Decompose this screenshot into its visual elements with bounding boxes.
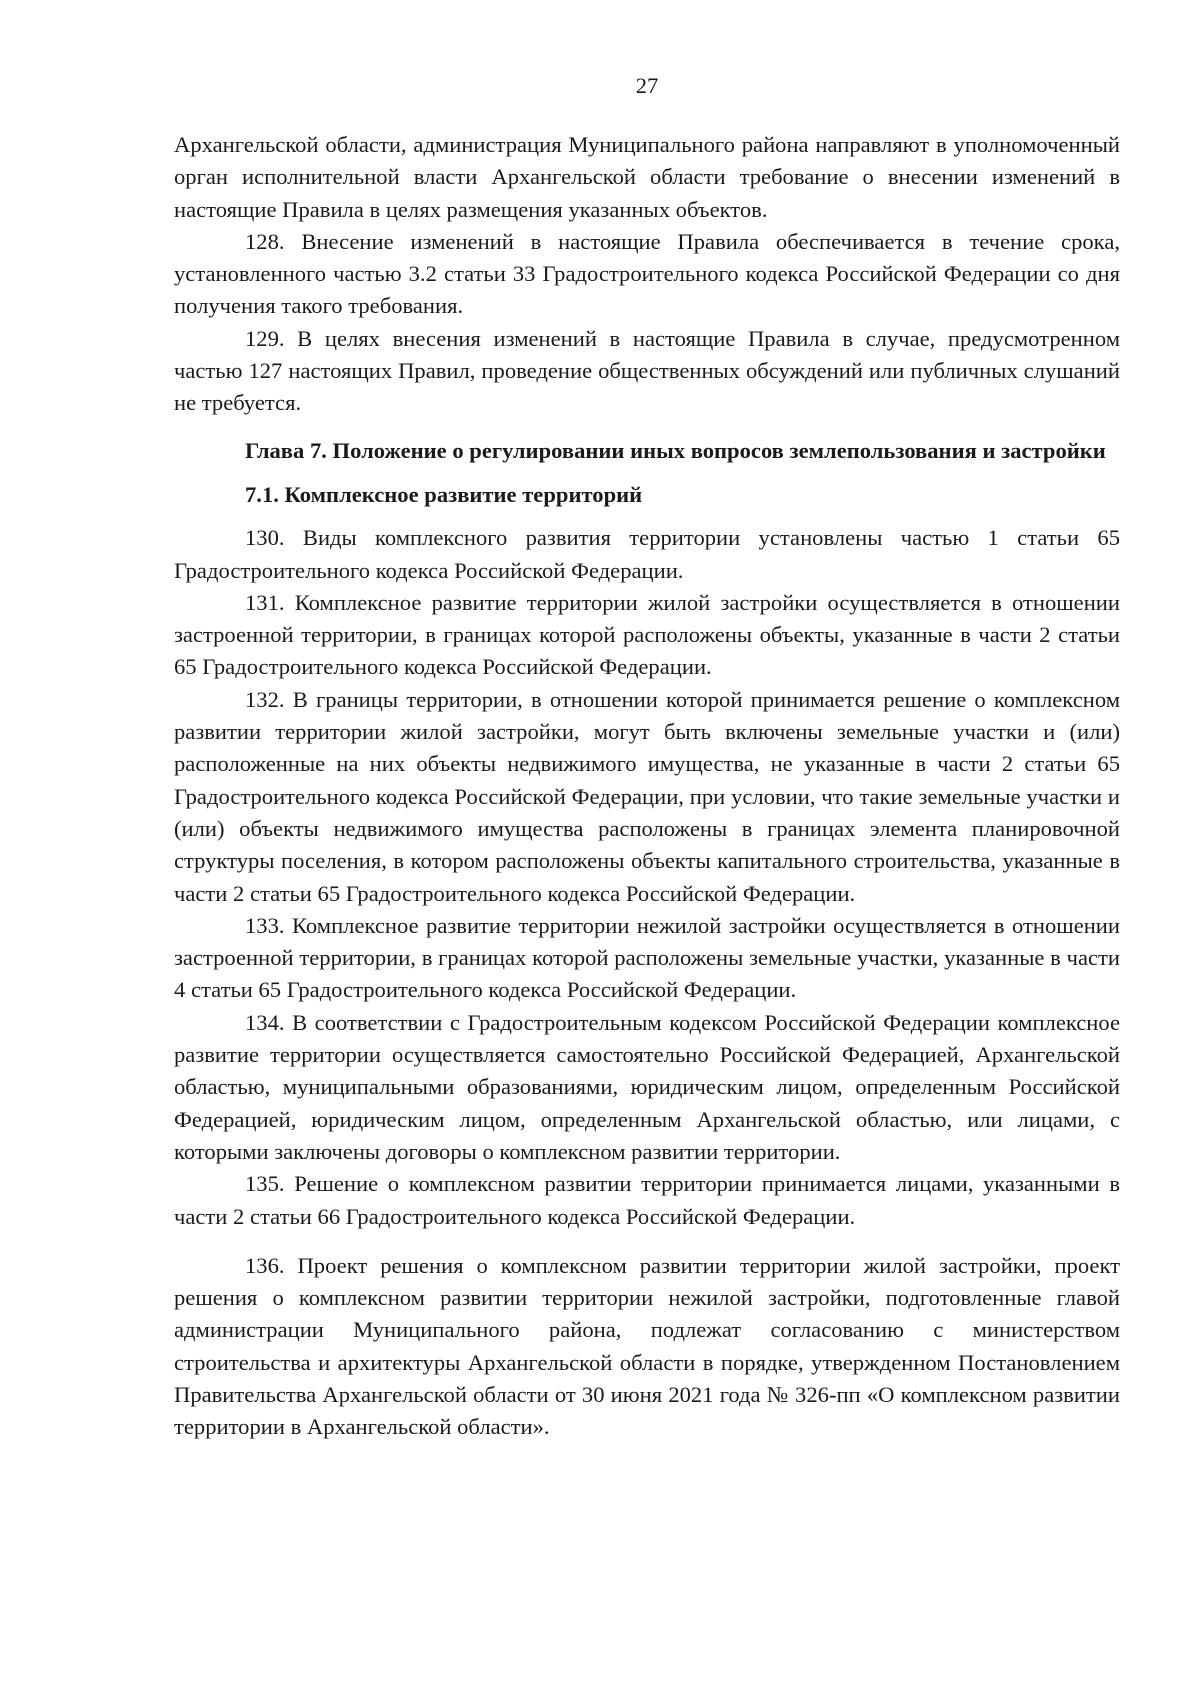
paragraph-continuation: Архангельской области, администрация Муниципального района направляют в уполномоченный орган исполнительной власти Архангельской области требование о внесении изменений в настоящие Правила в целях размещения указанных объектов. <box>174 132 1120 222</box>
page-number: 27 <box>635 73 659 98</box>
paragraph-130: 130. Виды комплексного развития территории установлены частью 1 статьи 65 Градостроительного кодекса Российской Федерации. <box>174 525 1120 583</box>
paragraph-129: 129. В целях внесения изменений в настоящие Правила в случае, предусмотренном частью 127 настоящих Правил, проведение общественных обсуждений или публичных слушаний не требуется. <box>174 325 1120 416</box>
document-page <box>174 0 1120 1697</box>
paragraph-131: 131. Комплексное развитие территории жилой застройки осуществляется в отношении застроенной территории, в границах которой расположены объекты, указанные в части 2 статьи 65 Градостроительного кодекса Российской Федерации. <box>174 589 1120 680</box>
paragraph-136: 136. Проект решения о комплексном развитии территории жилой застройки, проект решения о комплексном развитии территории нежилой застройки, подготовленные главой администрации Муниципального района, подлежат согласованию с министерством строительства и архитектуры Архангельской области в порядке, утвержденном Постановлением Правительства Архангельской области от 30 июня 2021 года № 326-пп «О комплексном развитии территории в Архангельской области». <box>174 1252 1120 1440</box>
section-7-1-heading: 7.1. Комплексное развитие территорий <box>245 481 643 507</box>
paragraph-135: 135. Решение о комплексном развитии территории принимается лицами, указанными в части 2 статьи 66 Градостроительного кодекса Российской Федерации. <box>174 1171 1120 1229</box>
paragraph-134: 134. В соответствии с Градостроительным кодексом Российской Федерации комплексное развитие территории осуществляется самостоятельно Российской Федерацией, Архангельской областью, муниципальными образованиями, юридическим лицом, определенным Российской Федерацией, юридическим лицом, определенным Архангельской областью, или лицами, с которыми заключены договоры о комплексном развитии территории. <box>174 1009 1120 1164</box>
paragraph-128: 128. Внесение изменений в настоящие Правила обеспечивается в течение срока, установленного частью 3.2 статьи 33 Градостроительного кодекса Российской Федерации со дня получения такого требования. <box>174 228 1120 319</box>
chapter-7-heading: Глава 7. Положение о регулировании иных вопросов землепользования и застройки <box>245 437 1106 463</box>
document-body <box>174 129 1120 1444</box>
paragraph-133: 133. Комплексное развитие территории нежилой застройки осуществляется в отношении застроенной территории, в границах которой расположены земельные участки, указанные в части 4 статьи 65 Градостроительного кодекса Российской Федерации. <box>174 912 1120 1003</box>
paragraph-132: 132. В границы территории, в отношении которой принимается решение о комплексном развитии территории жилой застройки, могут быть включены земельные участки и (или) расположенные на них объекты недвижимого имущества, не указанные в части 2 статьи 65 Градостроительного кодекса Российской Федерации, при условии, что такие земельные участки и (или) объекты недвижимого имущества расположены в границах элемента планировочной структуры поселения, в котором расположены объекты капитального строительства, указанные в части 2 статьи 65 Градостроительного кодекса Российской Федерации. <box>174 686 1120 906</box>
